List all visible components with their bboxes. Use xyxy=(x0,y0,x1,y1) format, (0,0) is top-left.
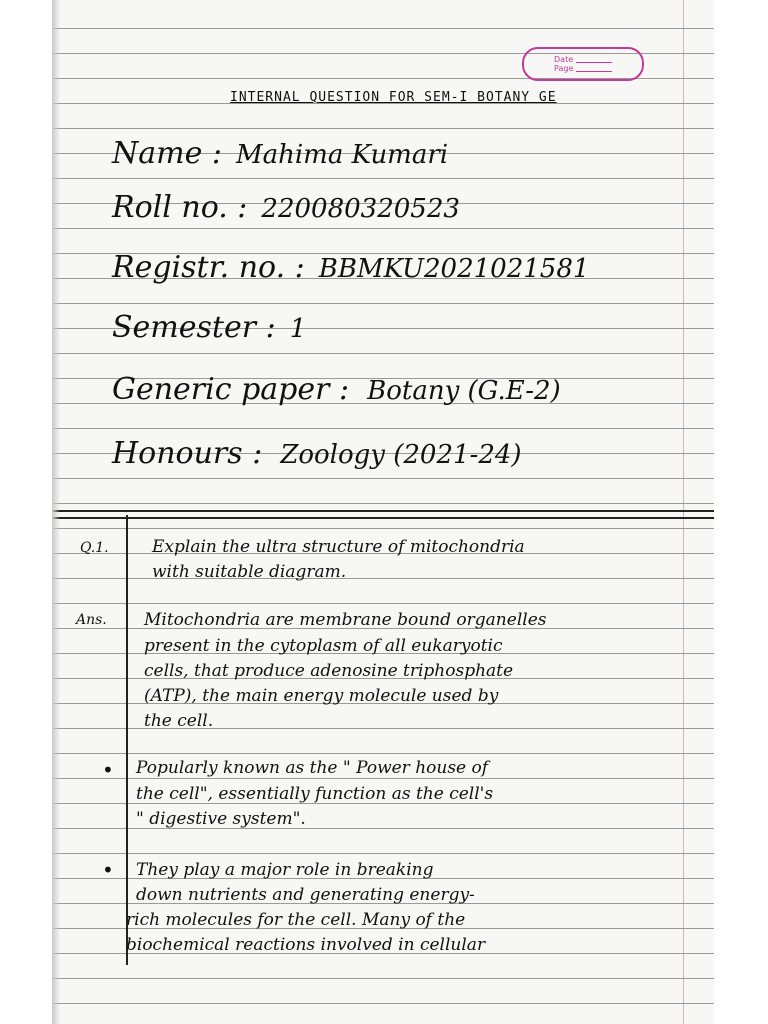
semester-label: Semester : xyxy=(112,310,276,345)
registration-row xyxy=(112,250,589,285)
roll-value: 220080320523 xyxy=(261,194,460,224)
answer-line: Mitochondria are membrane bound organelles xyxy=(144,610,547,630)
date-page-stamp xyxy=(522,47,644,81)
bullet-icon: • xyxy=(102,758,114,782)
section-divider-bottom xyxy=(52,517,714,519)
answer-line: present in the cytoplasm of all eukaryotic xyxy=(144,636,503,656)
question-column-rule xyxy=(126,515,128,965)
notebook-page xyxy=(52,0,714,1024)
page-label: Page xyxy=(554,64,574,73)
question-label: Q.1. xyxy=(80,540,109,556)
roll-row xyxy=(112,190,460,225)
generic-paper-label: Generic paper : xyxy=(112,372,350,407)
registration-value: BBMKU2021021581 xyxy=(318,254,590,284)
page-heading: INTERNAL QUESTION FOR SEM-I BOTANY GE xyxy=(230,90,557,105)
semester-value: 1 xyxy=(289,314,307,344)
honours-value: Zoology (2021-24) xyxy=(280,440,522,470)
answer-line: Popularly known as the " Power house of xyxy=(136,758,489,778)
page-edge-shadow xyxy=(52,0,60,1024)
answer-line: They play a major role in breaking xyxy=(136,860,434,880)
honours-label: Honours : xyxy=(112,436,263,471)
answer-line: rich molecules for the cell. Many of the xyxy=(126,910,466,930)
generic-paper-row xyxy=(112,372,561,407)
answer-line: the cell", essentially function as the cell's xyxy=(136,784,494,804)
question-line: Explain the ultra structure of mitochondria xyxy=(152,537,525,557)
name-label: Name : xyxy=(112,136,222,171)
answer-line: (ATP), the main energy molecule used by xyxy=(144,686,499,706)
honours-row xyxy=(112,436,522,471)
margin-line xyxy=(683,0,684,1024)
answer-line: " digestive system". xyxy=(136,809,306,829)
roll-label: Roll no. : xyxy=(112,190,248,225)
section-divider-top xyxy=(52,510,714,512)
date-label: Date xyxy=(554,55,574,64)
answer-line: biochemical reactions involved in cellular xyxy=(126,935,486,955)
page-line xyxy=(576,71,612,72)
generic-paper-value: Botany (G.E-2) xyxy=(367,376,561,406)
answer-line: the cell. xyxy=(144,711,214,731)
name-row xyxy=(112,136,448,171)
bullet-icon: • xyxy=(102,858,114,882)
date-line xyxy=(576,62,612,63)
registration-label: Registr. no. : xyxy=(112,250,305,285)
question-line: with suitable diagram. xyxy=(152,562,347,582)
answer-label: Ans. xyxy=(76,612,107,628)
name-value: Mahima Kumari xyxy=(235,140,449,170)
answer-line: cells, that produce adenosine triphosphate xyxy=(144,661,514,681)
answer-line: down nutrients and generating energy- xyxy=(136,885,475,905)
semester-row xyxy=(112,310,306,345)
